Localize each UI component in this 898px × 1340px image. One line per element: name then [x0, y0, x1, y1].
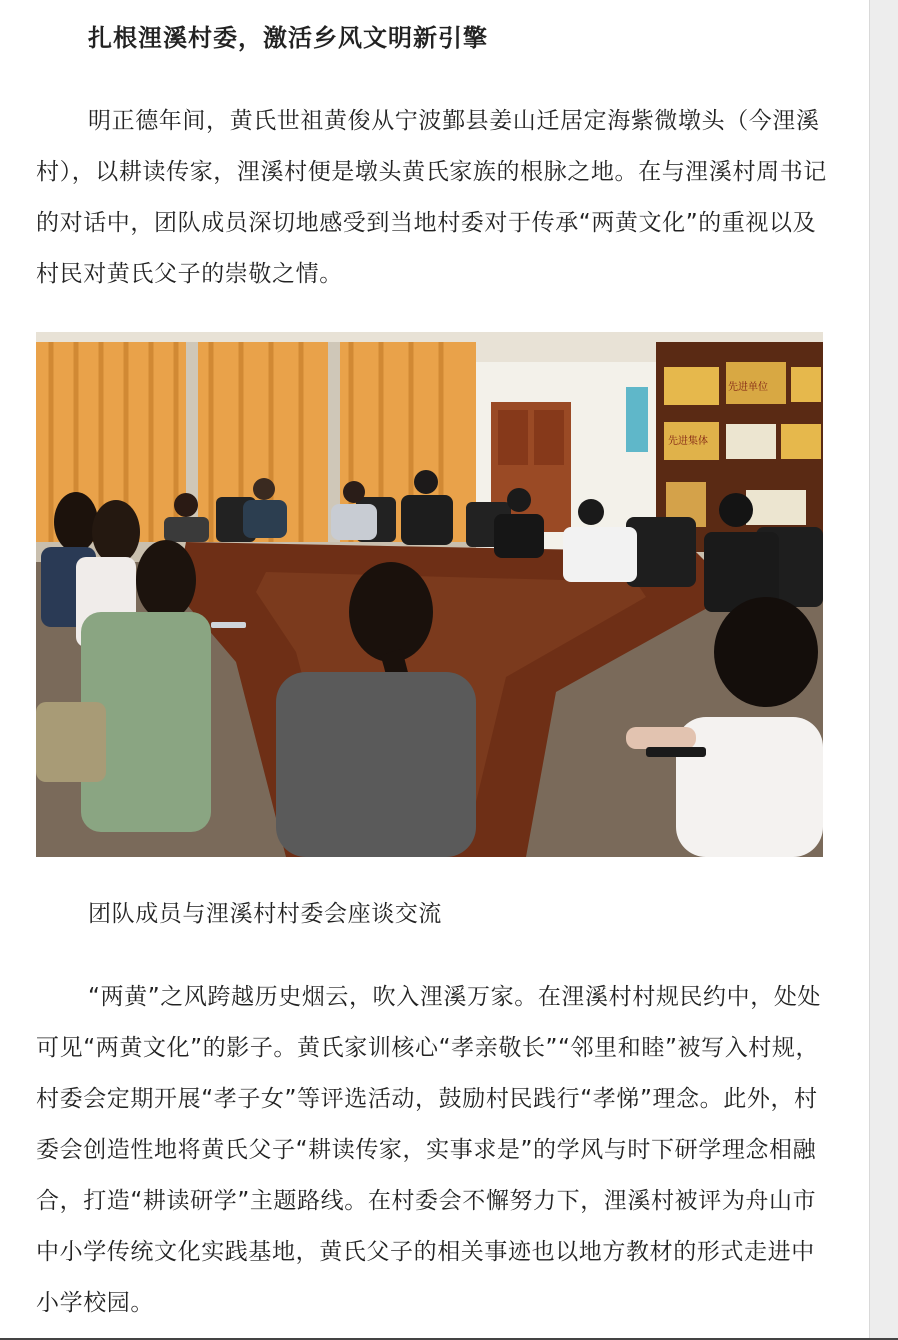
meeting-photo: [36, 332, 823, 857]
page-scrollbar-area[interactable]: [869, 0, 898, 1340]
photo-caption: 团队成员与浬溪村村委会座谈交流: [88, 901, 442, 927]
paragraph-history: 明正德年间，黄氏世祖黄俊从宁波鄞县姜山迁居定海紫微墩头（今浬溪村），以耕读传家，浬溪村便是墩头黄氏家族的根脉之地。在与浬溪村周书记的对话中，团队成员深切地感受到当地村委对于传承“两黄文化”的重视以及村民对黄氏父子的崇敬之情。: [36, 108, 827, 287]
plaque-text: 先进单位: [728, 382, 768, 393]
paragraph-village-rules: “两黄”之风跨越历史烟云，吹入浬溪万家。在浬溪村村规民约中，处处可见“两黄文化”的影子。黄氏家训核心“孝亲敬长”“邻里和睦”被写入村规，村委会定期开展“孝子女”等评选活动，鼓励村民践行“孝悌”理念。此外，村委会创造性地将黄氏父子“耕读传家，实事求是”的学风与时下研学理念相融合，打造“耕读研学”主题路线。在村委会不懈努力下，浬溪村被评为舟山市中小学传统文化实践基地，黄氏父子的相关事迹也以地方教材的形式走进中小学校园。: [36, 984, 822, 1316]
section-heading: 扎根浬溪村委，激活乡风文明新引擎: [88, 24, 488, 52]
plaque-text: 先进集体: [668, 436, 708, 447]
